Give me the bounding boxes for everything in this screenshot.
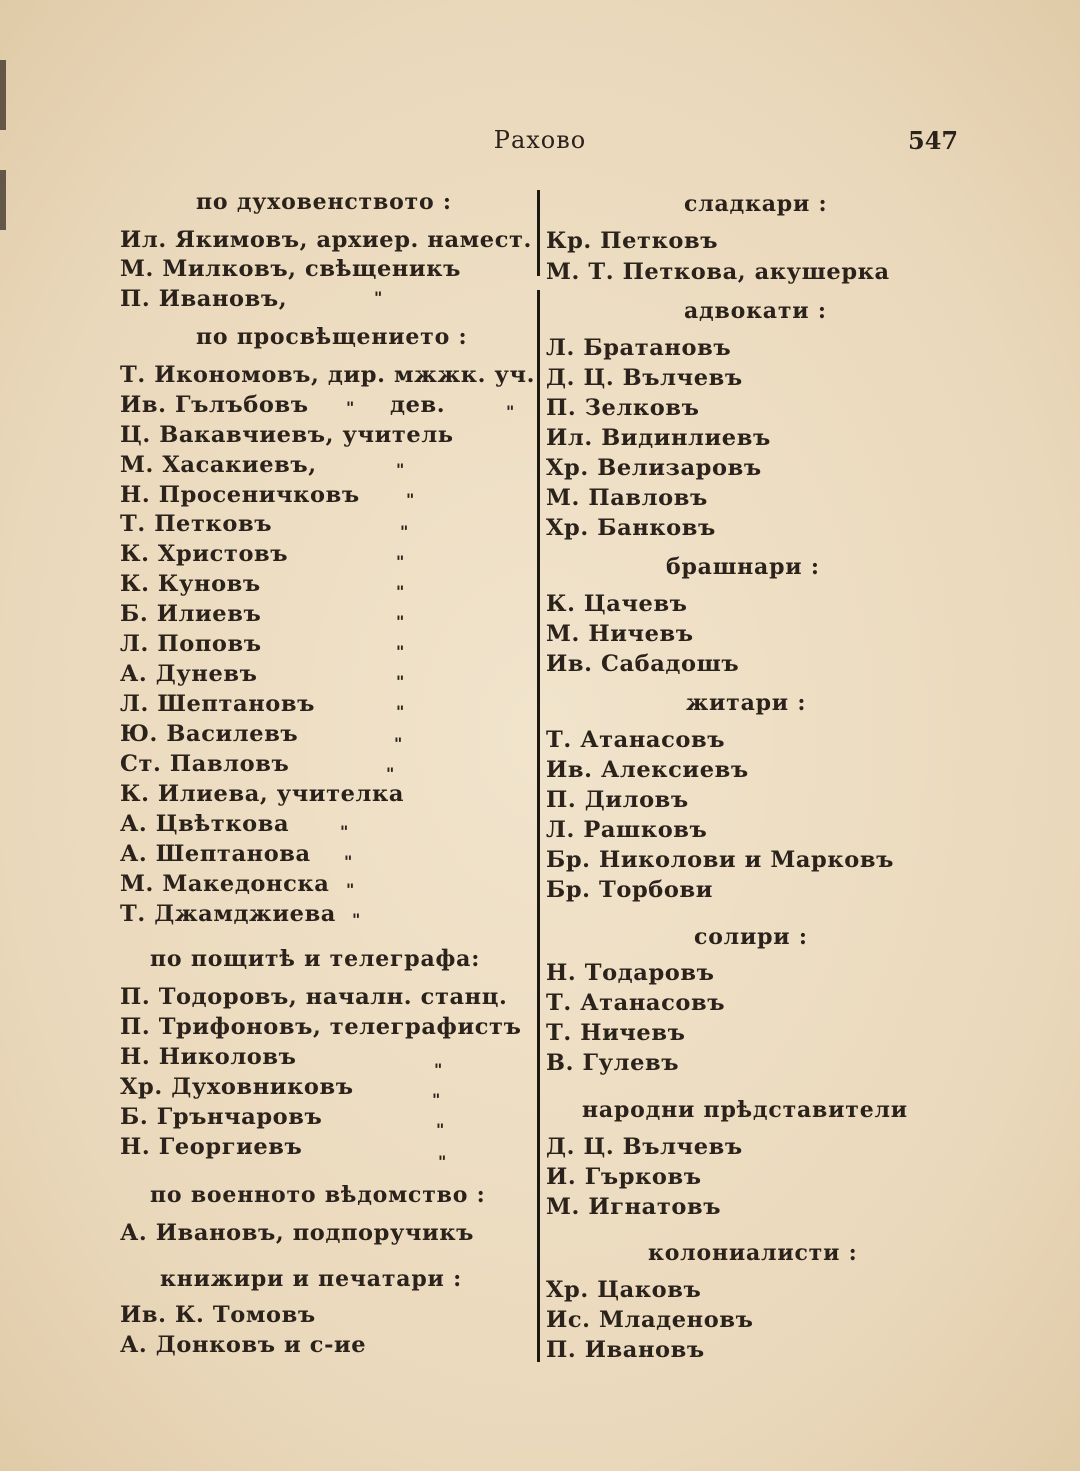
list-item: Ив. Сабадошъ <box>546 651 740 677</box>
list-item: Т. Атанасовъ <box>546 990 726 1016</box>
list-item: Л. Рашковъ <box>546 817 708 843</box>
list-item: Ц. Вакавчиевъ, учитель <box>120 422 454 448</box>
list-item: М. Игнатовъ <box>546 1194 722 1220</box>
section-heading: по пощитѣ и телеграфа: <box>150 946 481 972</box>
list-item: П. Зелковъ <box>546 395 700 421</box>
section-heading: житари : <box>686 690 807 716</box>
list-item: А. Дуневъ <box>120 661 258 687</box>
list-item: А. Ивановъ, подпоручикъ <box>120 1220 475 1246</box>
list-item: П. Тодоровъ, началн. станц. <box>120 984 508 1010</box>
list-item: Б. Илиевъ <box>120 601 262 627</box>
list-item: М. Т. Петкова, акушерка <box>546 259 890 285</box>
ditto-mark: " <box>396 612 405 631</box>
ditto-mark: " <box>394 734 403 753</box>
list-item: Ив. Алексиевъ <box>546 757 749 783</box>
section-heading: брашнари : <box>666 554 820 580</box>
list-item: Т. Джамджиева <box>120 901 336 927</box>
inline-note: дев. <box>390 392 446 418</box>
section-heading: адвокати : <box>684 298 827 324</box>
ditto-mark: " <box>400 522 409 541</box>
ditto-mark: " <box>396 672 405 691</box>
list-item: Д. Ц. Вълчевъ <box>546 365 743 391</box>
list-item: Хр. Духовниковъ <box>120 1074 354 1100</box>
list-item: Ив. Гълъбовъ <box>120 392 309 418</box>
ditto-mark: " <box>506 402 515 421</box>
page-number: 547 <box>908 126 959 155</box>
section-heading: солири : <box>694 924 808 950</box>
list-item: А. Цвѣткова <box>120 811 290 837</box>
ditto-mark: " <box>436 1120 445 1139</box>
list-item: Кр. Петковъ <box>546 228 719 254</box>
list-item: Н. Георгиевъ <box>120 1134 303 1160</box>
list-item: М. Павловъ <box>546 485 708 511</box>
page-header <box>0 126 1080 162</box>
list-item: Л. Братановъ <box>546 335 732 361</box>
ditto-mark: " <box>396 702 405 721</box>
section-heading: колониалисти : <box>648 1240 858 1266</box>
ditto-mark: " <box>406 490 415 509</box>
list-item: Л. Шептановъ <box>120 691 315 717</box>
list-item: М. Ничевъ <box>546 621 694 647</box>
list-item: Ил. Видинлиевъ <box>546 425 771 451</box>
ditto-mark: " <box>396 460 405 479</box>
list-item: М. Хасакиевъ, <box>120 452 317 478</box>
list-item: Т. Атанасовъ <box>546 727 726 753</box>
list-item: Ив. К. Томовъ <box>120 1302 316 1328</box>
list-item: П. Диловъ <box>546 787 689 813</box>
list-item: Бр. Торбови <box>546 877 714 903</box>
ditto-mark: " <box>346 880 355 899</box>
list-item: П. Ивановъ <box>546 1337 705 1363</box>
ditto-mark: " <box>386 764 395 783</box>
list-item: П. Трифоновъ, телеграфистъ <box>120 1014 522 1040</box>
ditto-mark: " <box>434 1060 443 1079</box>
ditto-mark: " <box>344 852 353 871</box>
column-rule <box>537 290 540 1362</box>
binding-edge <box>0 170 6 230</box>
section-heading: по духовенството : <box>196 189 452 215</box>
section-heading: по просвѣщението : <box>196 324 468 350</box>
ditto-mark: " <box>374 288 383 307</box>
list-item: Хр. Цаковъ <box>546 1277 702 1303</box>
ditto-mark: " <box>346 398 355 417</box>
list-item: Ю. Василевъ <box>120 721 299 747</box>
list-item: А. Шептанова <box>120 841 311 867</box>
list-item: Ис. Младеновъ <box>546 1307 754 1333</box>
list-item: Бр. Николови и Марковъ <box>546 847 894 873</box>
ditto-mark: " <box>432 1090 441 1109</box>
list-item: Ст. Павловъ <box>120 751 290 777</box>
list-item: В. Гулевъ <box>546 1050 680 1076</box>
list-item: А. Донковъ и с-ие <box>120 1332 367 1358</box>
list-item: Т. Ничевъ <box>546 1020 686 1046</box>
list-item: П. Ивановъ, <box>120 286 288 312</box>
section-heading: книжири и печатари : <box>160 1266 462 1292</box>
list-item: М. Македонска <box>120 871 330 897</box>
page-title: Рахово <box>493 126 587 154</box>
list-item: Т. Икономовъ, дир. мжжк. уч. <box>120 362 535 388</box>
binding-edge <box>0 60 6 130</box>
list-item: К. Куновъ <box>120 571 261 597</box>
list-item: Т. Петковъ <box>120 511 273 537</box>
ditto-mark: " <box>340 822 349 841</box>
ditto-mark: " <box>396 552 405 571</box>
list-item: Н. Просеничковъ <box>120 482 360 508</box>
list-item: К. Илиева, учителка <box>120 781 405 807</box>
list-item: Хр. Велизаровъ <box>546 455 762 481</box>
list-item: К. Цачевъ <box>546 591 688 617</box>
ditto-mark: " <box>352 910 361 929</box>
list-item: Хр. Банковъ <box>546 515 716 541</box>
section-heading: по военното вѣдомство : <box>150 1182 486 1208</box>
section-heading: народни прѣдставители <box>582 1097 908 1123</box>
list-item: Н. Тодаровъ <box>546 960 715 986</box>
list-item: Ил. Якимовъ, архиер. намест. <box>120 227 532 253</box>
ditto-mark: " <box>396 582 405 601</box>
column-rule <box>537 190 540 276</box>
list-item: Н. Николовъ <box>120 1044 297 1070</box>
list-item: Д. Ц. Вълчевъ <box>546 1134 743 1160</box>
list-item: Б. Грънчаровъ <box>120 1104 323 1130</box>
list-item: И. Гърковъ <box>546 1164 702 1190</box>
list-item: М. Милковъ, свѣщеникъ <box>120 256 461 282</box>
ditto-mark: " <box>438 1152 447 1171</box>
ditto-mark: " <box>396 642 405 661</box>
list-item: Л. Поповъ <box>120 631 262 657</box>
section-heading: сладкари : <box>684 191 828 217</box>
list-item: К. Христовъ <box>120 541 289 567</box>
